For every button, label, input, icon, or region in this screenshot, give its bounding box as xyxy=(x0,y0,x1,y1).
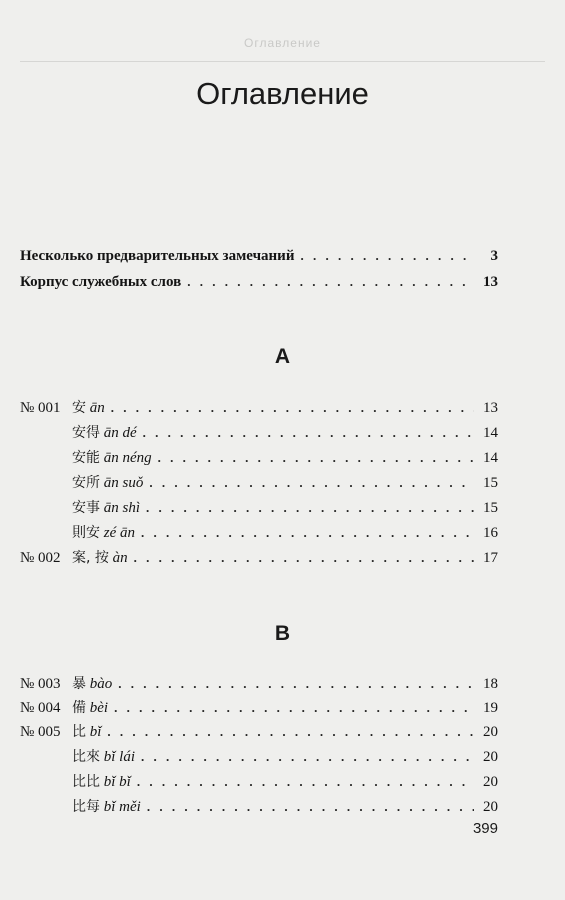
toc-page-number: 20 xyxy=(483,724,498,740)
entry-hanzi: 比來 xyxy=(72,749,100,765)
entry-number: № 001 xyxy=(20,400,61,416)
toc-page-number: 18 xyxy=(483,676,498,692)
running-header: Оглавление xyxy=(244,36,321,50)
dot-leader xyxy=(107,720,474,744)
toc-page-number: 3 xyxy=(490,248,498,264)
entry-hanzi: 則安 xyxy=(72,525,100,541)
entry-pinyin: ān shì xyxy=(103,500,141,516)
dot-leader xyxy=(143,421,474,445)
entry-hanzi: 暴 xyxy=(72,676,86,692)
toc-entry[interactable] xyxy=(20,471,498,495)
toc-entry[interactable] xyxy=(20,770,498,794)
entry-headword xyxy=(72,770,131,794)
dot-leader xyxy=(137,770,474,794)
entry-headword xyxy=(72,795,141,819)
toc-page-number: 15 xyxy=(483,500,498,516)
page-title: Оглавление xyxy=(196,76,369,111)
toc-page-number: 13 xyxy=(483,400,498,416)
entry-hanzi: 比 xyxy=(72,724,86,740)
entry-hanzi: 安所 xyxy=(72,475,100,491)
toc-page-number: 16 xyxy=(483,525,498,541)
entry-hanzi: 比每 xyxy=(72,799,100,815)
toc-entry-preliminary-remarks[interactable] xyxy=(20,244,498,268)
entry-hanzi: 安得 xyxy=(72,425,100,441)
toc-entry-label: Корпус служебных слов xyxy=(20,274,182,290)
entry-pinyin: ān néng xyxy=(103,450,152,466)
entry-headword xyxy=(72,720,101,744)
dot-leader xyxy=(158,446,474,470)
entry-number: № 004 xyxy=(20,700,61,716)
page-number: 399 xyxy=(472,820,498,837)
toc-entry[interactable] xyxy=(20,521,498,545)
section-heading-a: A xyxy=(274,345,291,368)
entry-pinyin: ān dé xyxy=(103,425,137,441)
toc-entry-label: Несколько предварительных замечаний xyxy=(20,248,295,264)
dot-leader xyxy=(141,745,474,769)
header-rule xyxy=(20,61,545,62)
toc-page-number: 14 xyxy=(483,450,498,466)
entry-pinyin: bǐ bǐ xyxy=(103,774,131,790)
entry-headword xyxy=(72,546,128,570)
entry-pinyin: bǐ lái xyxy=(103,749,136,765)
entry-pinyin: ān xyxy=(89,400,105,416)
toc-entry[interactable] xyxy=(20,546,498,570)
entry-headword xyxy=(72,496,140,520)
toc-entry[interactable] xyxy=(20,446,498,470)
entry-hanzi: 安 xyxy=(72,400,86,416)
entry-headword xyxy=(72,446,152,470)
entry-pinyin: àn xyxy=(112,550,128,566)
entry-headword xyxy=(72,421,137,445)
entry-headword xyxy=(72,396,105,420)
dot-leader xyxy=(187,270,474,294)
toc-entry[interactable] xyxy=(20,720,498,744)
dot-leader xyxy=(141,521,474,545)
entry-pinyin: bèi xyxy=(89,700,109,716)
toc-entry[interactable] xyxy=(20,795,498,819)
entry-headword xyxy=(72,745,135,769)
dot-leader xyxy=(114,696,474,720)
toc-page-number: 20 xyxy=(483,749,498,765)
toc-page-number: 19 xyxy=(483,700,498,716)
entry-headword xyxy=(72,471,143,495)
dot-leader xyxy=(111,396,474,420)
entry-number: № 002 xyxy=(20,550,61,566)
toc-entry[interactable] xyxy=(20,396,498,420)
entry-pinyin: zé ān xyxy=(103,525,135,541)
entry-number: № 003 xyxy=(20,676,61,692)
dot-leader xyxy=(134,546,474,570)
toc-page-number: 15 xyxy=(483,475,498,491)
toc-page-number: 20 xyxy=(483,799,498,815)
section-heading-b: B xyxy=(274,622,291,645)
entry-headword xyxy=(72,672,112,696)
entry-headword xyxy=(72,696,108,720)
dot-leader xyxy=(149,471,474,495)
entry-pinyin: bǐ xyxy=(89,724,102,740)
entry-headword xyxy=(72,521,135,545)
toc-page-number: 14 xyxy=(483,425,498,441)
toc-page-number: 20 xyxy=(483,774,498,790)
entry-number: № 005 xyxy=(20,724,61,740)
entry-hanzi: 備 xyxy=(72,700,86,716)
entry-pinyin: ān suǒ xyxy=(103,475,144,491)
entry-hanzi: 案, 按 xyxy=(72,550,109,566)
toc-page-number: 17 xyxy=(483,550,498,566)
toc-entry[interactable] xyxy=(20,696,498,720)
entry-pinyin: bào xyxy=(89,676,113,692)
toc-page-number: 13 xyxy=(483,274,498,290)
toc-entry-corpus[interactable] xyxy=(20,270,498,294)
dot-leader xyxy=(146,496,474,520)
toc-entry[interactable] xyxy=(20,745,498,769)
toc-entry[interactable] xyxy=(20,496,498,520)
entry-hanzi: 比比 xyxy=(72,774,100,790)
entry-hanzi: 安事 xyxy=(72,500,100,516)
dot-leader xyxy=(147,795,474,819)
dot-leader xyxy=(118,672,474,696)
entry-pinyin: bǐ měi xyxy=(103,799,141,815)
toc-entry[interactable] xyxy=(20,672,498,696)
toc-entry[interactable] xyxy=(20,421,498,445)
entry-hanzi: 安能 xyxy=(72,450,100,466)
dot-leader xyxy=(300,244,474,268)
